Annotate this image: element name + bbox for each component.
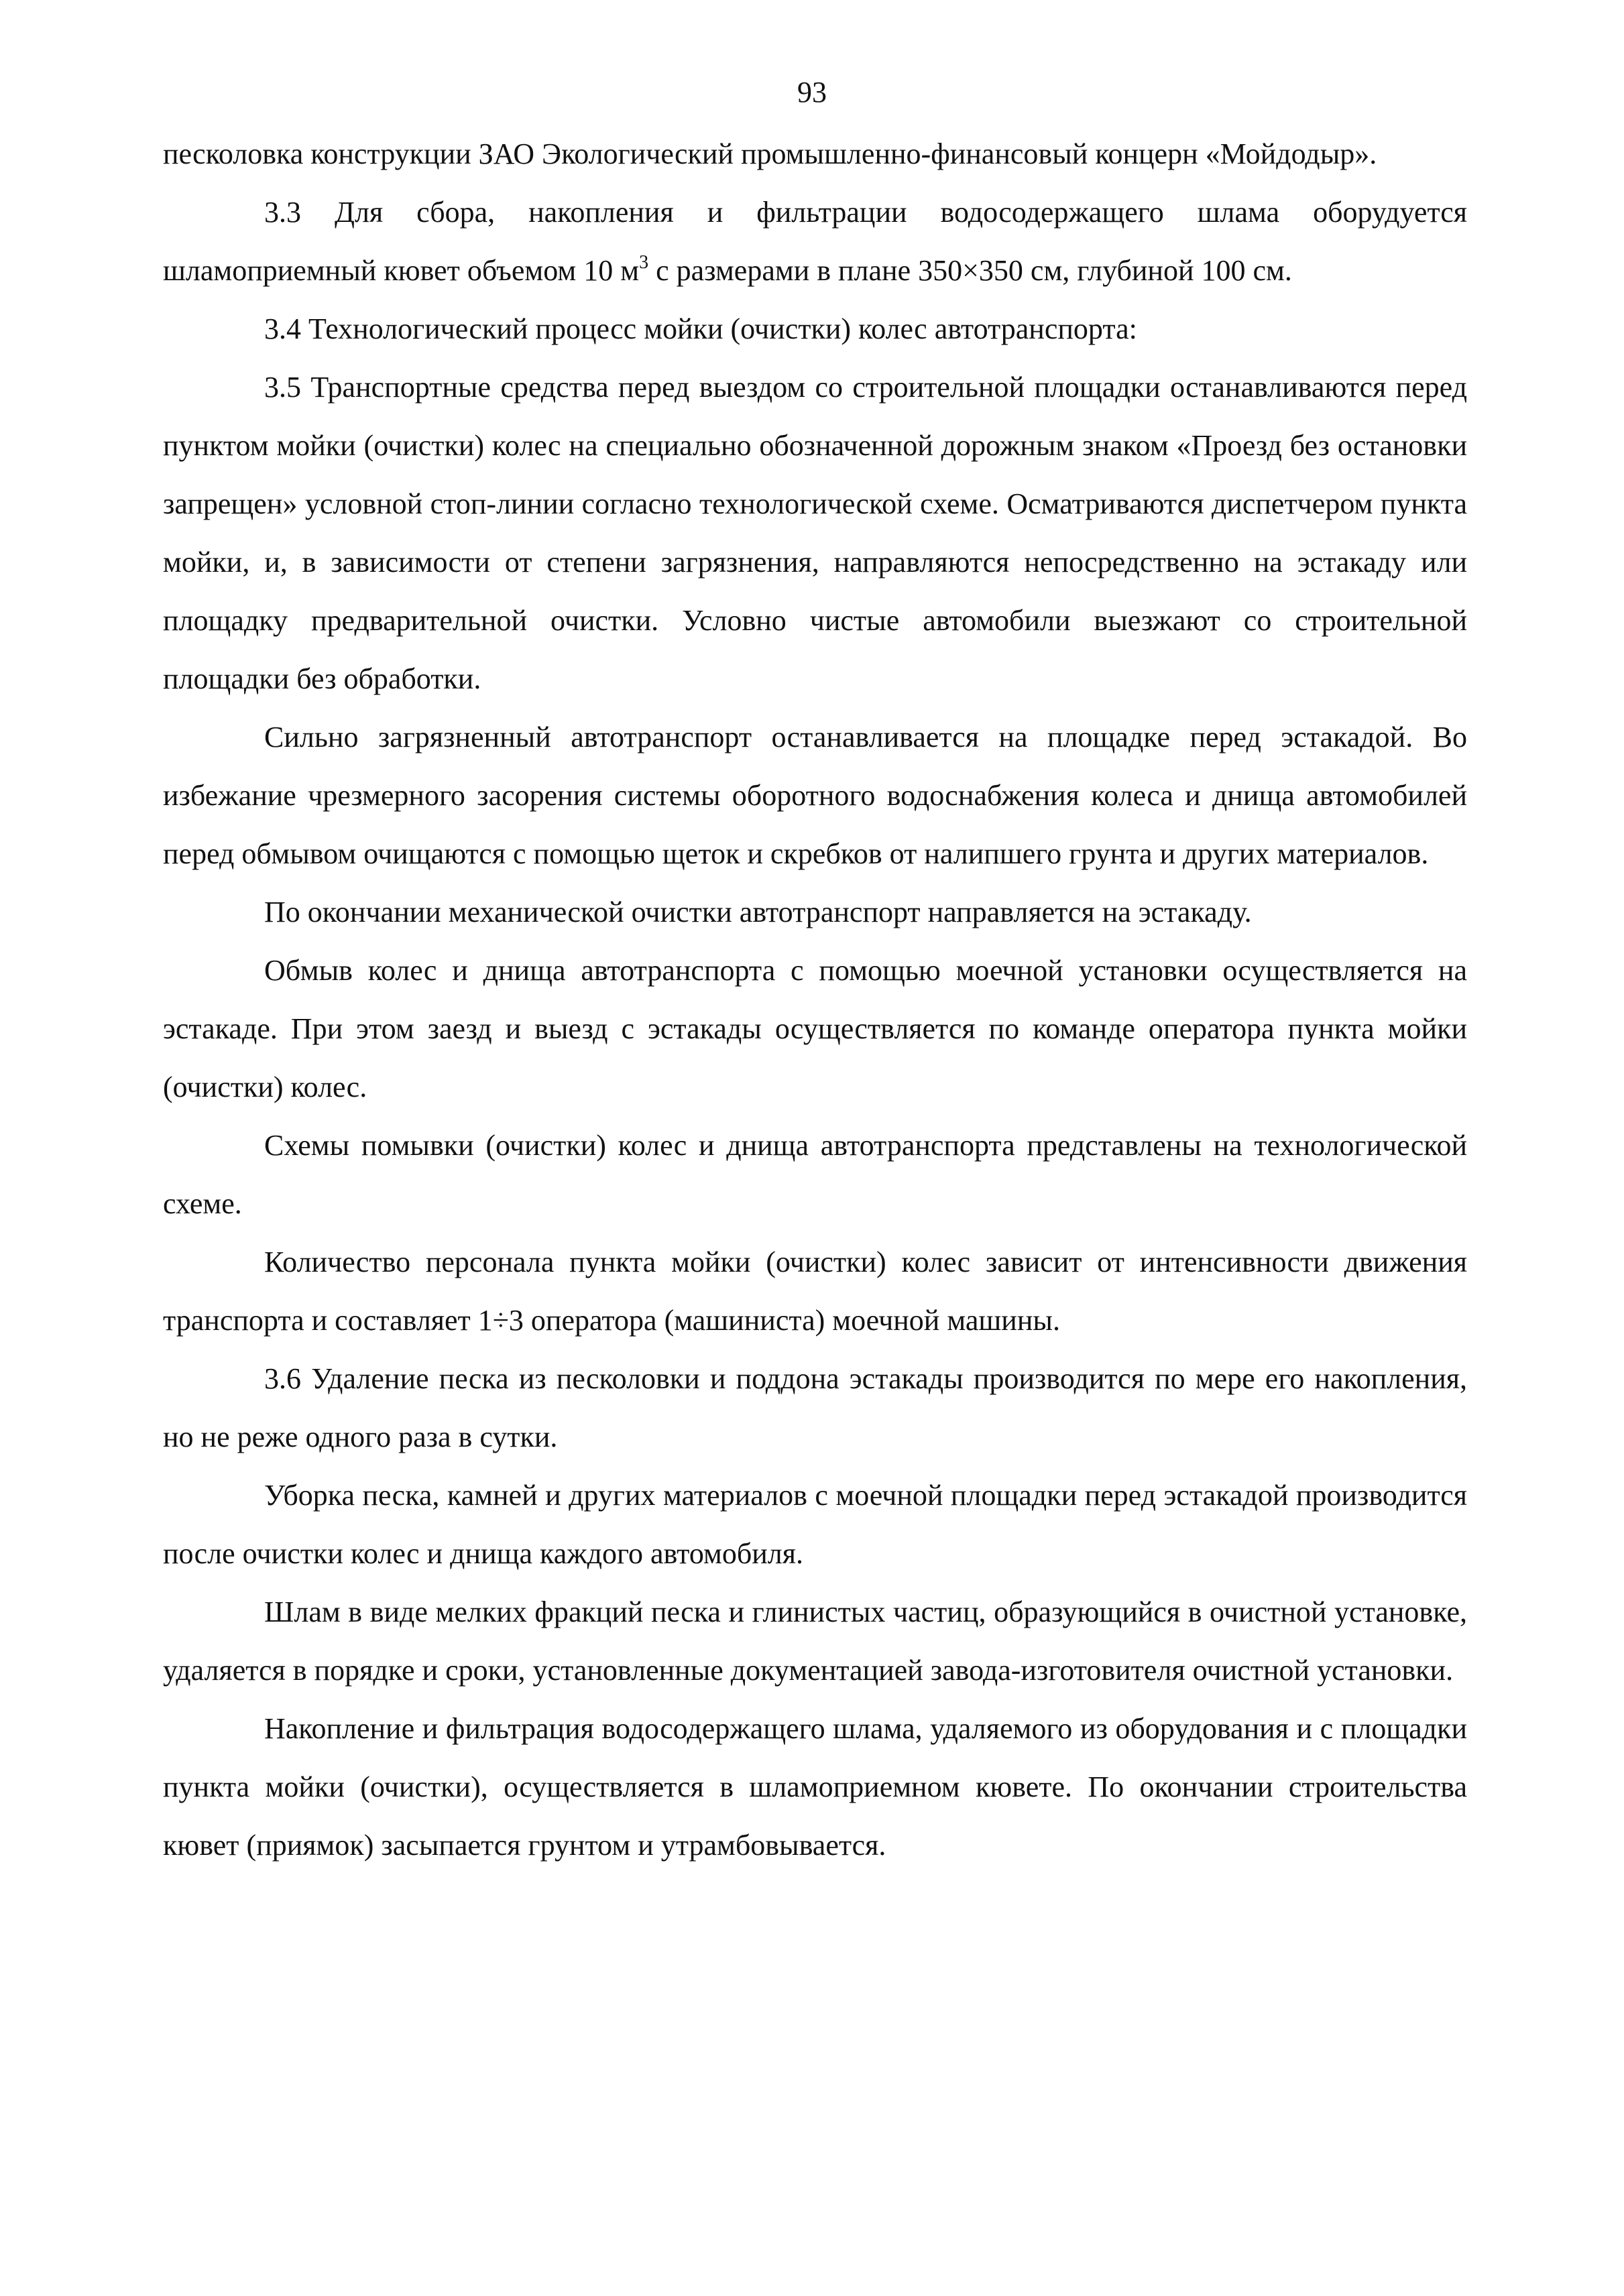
paragraph-mechanical-cleaning: По окончании механической очистки автотранспорт направляется на эстакаду.: [264, 896, 1252, 928]
paragraph-cleanup: Уборка песка, камней и других материалов с моечной площадки перед эстакадой производится после очистки колес и днища каждого автомобиля.: [163, 1479, 1467, 1570]
paragraph-schemes: Схемы помывки (очистки) колес и днища автотранспорта представлены на технологической схеме.: [163, 1129, 1467, 1220]
paragraph-sludge: Шлам в виде мелких фракций песка и глинистых частиц, образующийся в очистной установке, удаляется в порядке и сроки, установленные документацией завода-изготовителя очистной установки.: [163, 1595, 1467, 1687]
paragraph-washing: Обмыв колес и днища автотранспорта с помощью моечной установки осуществляется на эстакаде. При этом заезд и выезд с эстакады осуществляется по команде оператора пункта мойки (очистки) колес.: [163, 954, 1467, 1103]
paragraph-continuation: песколовка конструкции ЗАО Экологический промышленно-финансовый концерн «Мойдодыр».: [163, 137, 1377, 170]
paragraph-3-3-text: 3.3 Для сбора, накопления и фильтрации водосодержащего шлама оборудуется шламоприемный кювет объемом 10 м: [163, 196, 1467, 287]
paragraph-3-5: 3.5 Транспортные средства перед выездом со строительной площадки останавливаются перед пунктом мойки (очистки) колес на специально обозначенной дорожным знаком «Проезд без остановки запрещен» условной стоп-линии согласно технологической схеме. Осматриваются диспетчером пункта мойки, и, в зависимости от степени загрязнения, направляются непосредственно на эстакаду или площадку предварительной очистки. Условно чистые автомобили выезжают со строительной площадки без обработки.: [163, 371, 1467, 695]
paragraph-3-4: 3.4 Технологический процесс мойки (очистки) колес автотранспорта:: [264, 312, 1137, 345]
superscript-cubic: 3: [639, 252, 649, 273]
paragraph-3-6: 3.6 Удаление песка из песколовки и поддона эстакады производится по мере его накопления, но не реже одного раза в сутки.: [163, 1362, 1467, 1453]
paragraph-heavily-soiled: Сильно загрязненный автотранспорт останавливается на площадке перед эстакадой. Во избежание чрезмерного засорения системы оборотного водоснабжения колеса и днища автомобилей перед обмывом очищаются с помощью щеток и скребков от налипшего грунта и других материалов.: [163, 721, 1467, 870]
paragraph-personnel: Количество персонала пункта мойки (очистки) колес зависит от интенсивности движения транспорта и составляет 1÷3 оператора (машиниста) моечной машины.: [163, 1246, 1467, 1337]
page-number: 93: [797, 76, 827, 109]
paragraph-3-3: [163, 183, 1467, 300]
paragraph-accumulation: Накопление и фильтрация водосодержащего шлама, удаляемого из оборудования и с площадки пункта мойки (очистки), осуществляется в шламоприемном кювете. По окончании строительства кювет (приямок) засыпается грунтом и утрамбовывается.: [163, 1712, 1467, 1862]
document-body: [163, 125, 1467, 1874]
paragraph-3-3-text-end: с размерами в плане 350×350 см, глубиной 100 см.: [648, 254, 1292, 287]
